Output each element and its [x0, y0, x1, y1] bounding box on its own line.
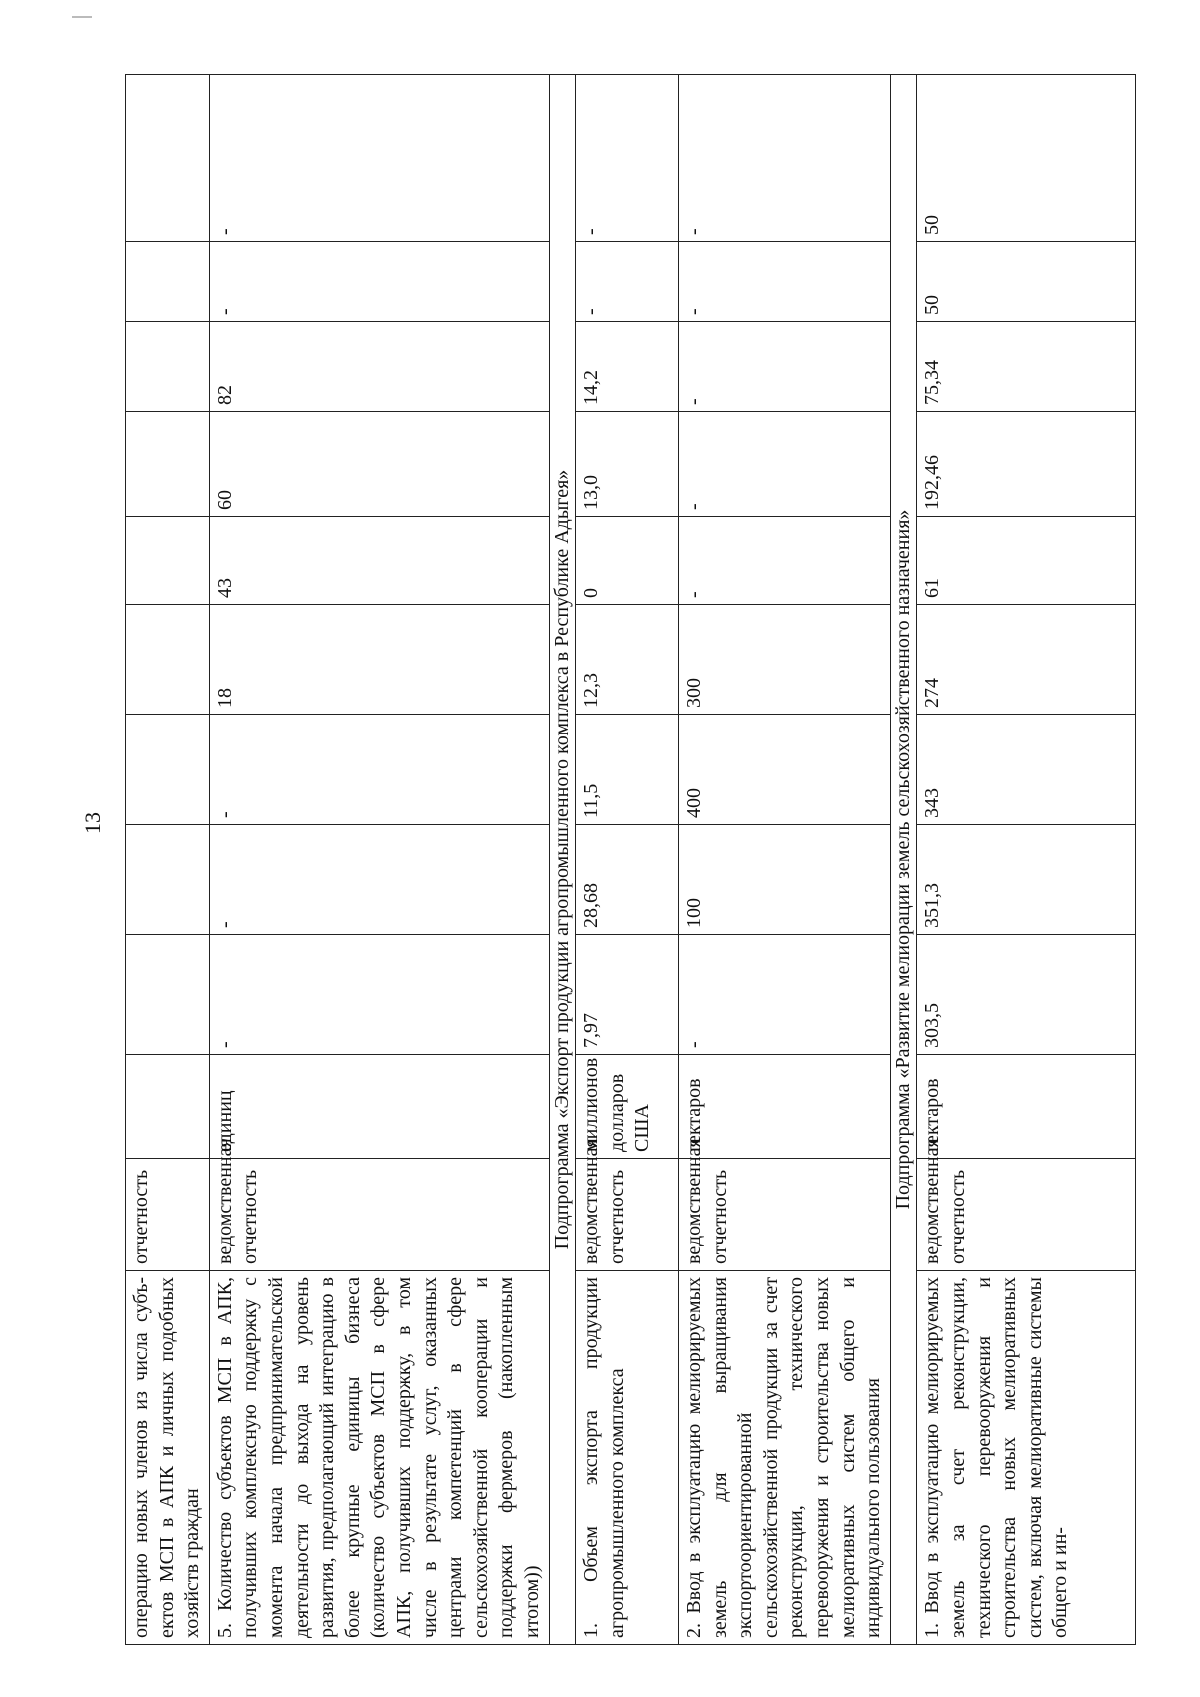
value-cell: 75,34 [917, 322, 1136, 412]
table-wrapper [125, 75, 1072, 1645]
value-cell: - [679, 75, 891, 242]
value-cell: 43 [209, 517, 549, 605]
value-cell: - [209, 715, 549, 825]
table-row [917, 75, 1136, 1645]
value-cell [126, 715, 210, 825]
source-cell: ведомственная отчетность [576, 1159, 679, 1271]
value-cell: 300 [679, 605, 891, 715]
unit-cell: единиц [209, 1055, 549, 1159]
value-cell: 60 [209, 412, 549, 517]
value-cell: - [209, 935, 549, 1055]
value-cell: 12,3 [576, 605, 679, 715]
value-cell: 61 [917, 517, 1136, 605]
value-cell: 28,68 [576, 825, 679, 935]
table-row [576, 75, 679, 1645]
scan-mark [72, 16, 92, 18]
subprogram-row [890, 75, 917, 1645]
table-row [126, 75, 210, 1645]
indicator-cell: 1. Объем экспорта продукции агропромышленного комплекса [576, 1271, 679, 1645]
value-cell [126, 605, 210, 715]
value-cell: - [679, 412, 891, 517]
value-cell [126, 242, 210, 322]
source-cell: отчетность [126, 1159, 210, 1271]
value-cell [126, 322, 210, 412]
value-cell [126, 412, 210, 517]
value-cell: 303,5 [917, 935, 1136, 1055]
value-cell: 18 [209, 605, 549, 715]
value-cell: 343 [917, 715, 1136, 825]
value-cell: 351,3 [917, 825, 1136, 935]
unit-cell: гектаров [679, 1055, 891, 1159]
unit-cell: миллионов долларов США [576, 1055, 679, 1159]
unit-cell [126, 1055, 210, 1159]
value-cell: 13,0 [576, 412, 679, 517]
value-cell [126, 935, 210, 1055]
table-row [209, 75, 549, 1645]
value-cell: - [679, 242, 891, 322]
indicators-table [125, 74, 1136, 1645]
value-cell [126, 75, 210, 242]
value-cell: 50 [917, 242, 1136, 322]
unit-cell: гектаров [917, 1055, 1136, 1159]
value-cell: 50 [917, 75, 1136, 242]
page-number: 13 [80, 812, 105, 834]
source-cell: ведомственная отчетность [209, 1159, 549, 1271]
value-cell: 7,97 [576, 935, 679, 1055]
value-cell: 100 [679, 825, 891, 935]
value-cell [126, 825, 210, 935]
source-cell: ведомственная отчетность [679, 1159, 891, 1271]
value-cell: - [679, 935, 891, 1055]
value-cell: 11,5 [576, 715, 679, 825]
value-cell: - [576, 242, 679, 322]
indicator-cell: 2. Ввод в эксплуатацию мелиорируемых земель для выращивания экспортоориентированной сельскохозяйственной продукции за счет реконструкции, технического перевооружения и строительства новых мелиоративных систем общего и индивидуального пользования [679, 1271, 891, 1645]
value-cell: - [576, 75, 679, 242]
table-row [679, 75, 891, 1645]
indicator-cell: 5. Количество субъектов МСП в АПК, получивших комплексную поддержку с момента начала предпринимательской деятельности до выхода на уровень развития, предполагающий интеграцию в более крупные единицы бизнеса (количество субъектов МСП в сфере АПК, получивших поддержку, в том числе в результате услуг, оказанных центрами компетенций в сфере сельскохозяйственной кооперации и поддержки фермеров (накопленным итогом)) [209, 1271, 549, 1645]
value-cell: 192,46 [917, 412, 1136, 517]
value-cell: 0 [576, 517, 679, 605]
indicator-cell: 1. Ввод в эксплуатацию мелиорируемых земель за счет реконструкции, технического перевооружения и строительства новых мелиоративных систем, включая мелиоративные системы общего и ин- [917, 1271, 1136, 1645]
value-cell: - [679, 322, 891, 412]
value-cell: - [209, 242, 549, 322]
indicator-cell: операцию новых членов из числа субъ-ектов МСП в АПК и личных подобных хозяйств граждан [126, 1271, 210, 1645]
subprogram-heading: Подпрограмма «Экспорт продукции агропромышленного комплекса в Республике Адыгея» [549, 75, 576, 1645]
value-cell: - [209, 825, 549, 935]
source-cell: ведомственная отчетность [917, 1159, 1136, 1271]
subprogram-row [549, 75, 576, 1645]
value-cell: - [679, 517, 891, 605]
rotated-table-container [125, 75, 1072, 1645]
value-cell: 274 [917, 605, 1136, 715]
value-cell: 14,2 [576, 322, 679, 412]
subprogram-heading: Подпрограмма «Развитие мелиорации земель сельскохозяйственного назначения» [890, 75, 917, 1645]
value-cell: 400 [679, 715, 891, 825]
value-cell [126, 517, 210, 605]
value-cell: - [209, 75, 549, 242]
value-cell: 82 [209, 322, 549, 412]
